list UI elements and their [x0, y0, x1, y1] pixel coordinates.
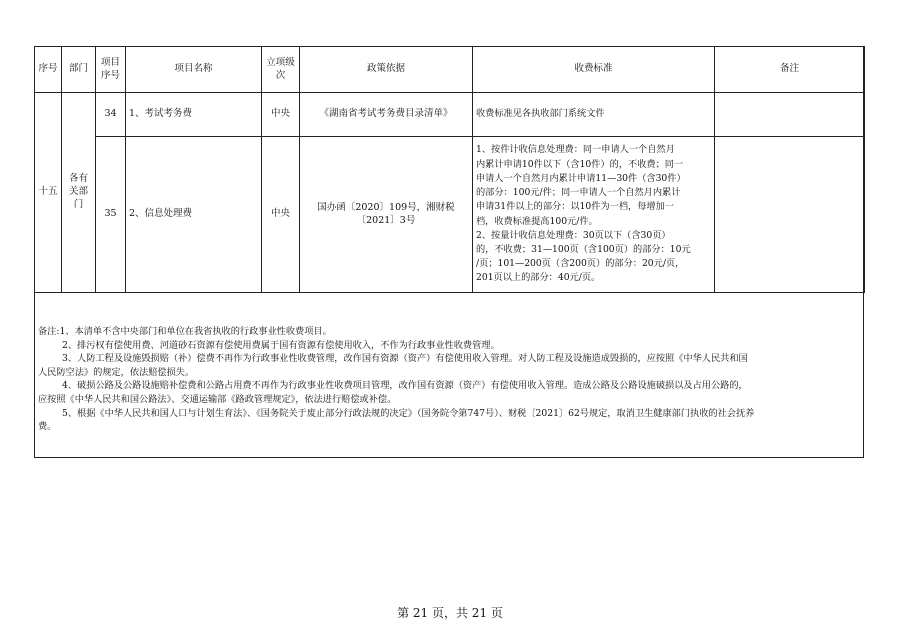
- header-basis: 政策依据: [300, 47, 473, 93]
- standard-line: 1、按件计收信息处理费：同一申请人一个自然月: [476, 144, 675, 156]
- note-line: 费。: [38, 421, 57, 433]
- note-line: 人民防空法》的规定，依法赔偿损失。: [38, 366, 195, 378]
- header-remark: 备注: [715, 47, 865, 93]
- fee-table: [34, 46, 865, 293]
- standard-line: 内累计申请10件以下（含10件）的，不收费；同一: [476, 158, 684, 170]
- level-cell: 中央: [262, 137, 300, 293]
- page-footer: 第 21 页，共 21 页: [397, 606, 503, 620]
- standard-line: /页；101—200页（含200页）的部分：20元/页，: [476, 258, 685, 270]
- header-item-name: 项目名称: [126, 47, 262, 93]
- note-line: 2、排污权有偿使用费、河道砂石资源有偿使用费属于国有资源有偿使用收入，不作为行政事业性收费管理。: [62, 339, 500, 351]
- standard-line: 收费标准见各执收部门系统文件: [476, 108, 605, 120]
- remark-cell: [715, 93, 865, 137]
- item-name-cell: 2、信息处理费: [126, 137, 262, 293]
- remark-cell: [715, 137, 865, 293]
- table-row: [35, 93, 865, 137]
- note-line: 应按照《中华人民共和国公路法》、交通运输部《路政管理规定》，依法进行赔偿或补偿。: [38, 393, 397, 405]
- standard-line: 申请31件以上的部分：以10件为一档，每增加一: [476, 201, 674, 213]
- header-seq: 序号: [35, 47, 62, 93]
- table-row: [35, 137, 865, 293]
- header-standard: 收费标准: [473, 47, 715, 93]
- header-level: 立项级次: [262, 47, 300, 93]
- item-seq-cell: 34: [96, 93, 126, 137]
- group-dept-cell: 各有关部门: [62, 93, 96, 293]
- group-seq-cell: 十五: [35, 93, 62, 293]
- note-line: 3、人防工程及设施毁损赔（补）偿费不再作为行政事业性收费管理，改作国有资源（资产）有偿使用收入管理。对人防工程及设施造成毁损的，应按照《中华人民共和国: [62, 353, 748, 365]
- notes-section: [38, 325, 862, 434]
- item-name-cell: 1、考试考务费: [126, 93, 262, 137]
- note-line: 5、根据《中华人民共和国人口与计划生育法》、《国务院关于废止部分行政法规的决定》（国务院令第747号）、财税〔2021〕62号规定，取消卫生健康部门执收的社会抚养: [62, 407, 755, 419]
- standard-line: 的部分：100元/件；同一申请人一个自然月内累计: [476, 187, 681, 199]
- basis-cell: 《湖南省考试考务费目录清单》: [300, 93, 473, 137]
- item-seq-cell: 35: [96, 137, 126, 293]
- header-row: [35, 47, 865, 93]
- basis-cell: 国办函〔2020〕109号，湘财税〔2021〕3号: [300, 137, 473, 293]
- header-item-seq: 项目序号: [96, 47, 126, 93]
- header-dept: 部门: [62, 47, 96, 93]
- note-line: 4、破损公路及公路设施赔补偿费和公路占用费不再作为行政事业性收费项目管理，改作国有资源（资产）有偿使用收入管理。造成公路及公路设施破损以及占用公路的，: [62, 380, 748, 392]
- note-line: 备注:1、本清单不含中央部门和单位在我省执收的行政事业性收费项目。: [38, 326, 332, 337]
- standard-cell: [473, 93, 715, 137]
- standard-line: 申请人一个自然月内累计申请11—30件（含30件）: [476, 172, 686, 184]
- standard-line: 201页以上的部分：40元/页。: [476, 272, 601, 284]
- standard-line: 2、按量计收信息处理费：30页以下（含30页）: [476, 229, 671, 241]
- standard-line: 档，收费标准提高100元/件。: [476, 215, 598, 227]
- standard-line: 的，不收费；31—100页（含100页）的部分：10元: [476, 243, 691, 255]
- standard-cell: [473, 137, 715, 293]
- level-cell: 中央: [262, 93, 300, 137]
